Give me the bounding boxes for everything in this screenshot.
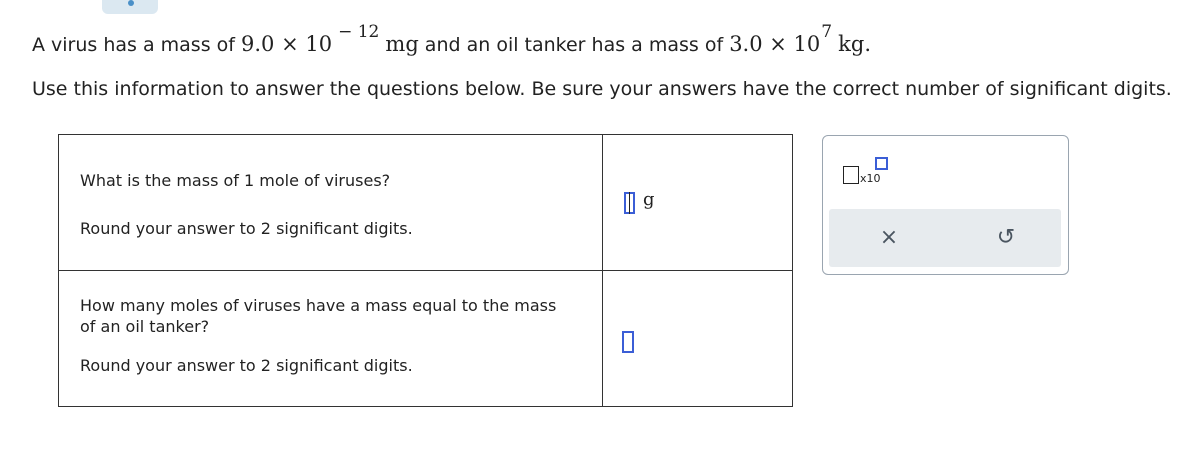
question-prompt-line1: How many moles of viruses have a mass equal to the mass — [80, 296, 557, 315]
mass-answer-input[interactable] — [624, 192, 635, 214]
answer-cell — [603, 271, 793, 407]
problem-statement — [32, 22, 871, 56]
statement-mid: and an oil tanker has a mass of — [418, 34, 730, 56]
scientific-notation-button[interactable] — [843, 154, 895, 188]
question-row — [59, 271, 793, 407]
tanker-mass-coefficient: 3.0 × 10 — [729, 32, 821, 56]
question-cell — [59, 135, 603, 271]
virus-mass-unit: mg — [385, 32, 419, 56]
answer-toolbox — [822, 135, 1069, 275]
question-cell — [59, 271, 603, 407]
statement-end: . — [864, 32, 871, 56]
questions-table — [58, 134, 793, 407]
question-prompt: What is the mass of 1 mole of viruses? — [80, 171, 391, 190]
rounding-instruction: Round your answer to 2 significant digits. — [80, 219, 413, 238]
virus-mass-coefficient: 9.0 × 10 — [241, 32, 333, 56]
question-row — [59, 135, 793, 271]
undo-icon[interactable]: ↺ — [996, 225, 1016, 250]
answer-cell — [603, 135, 793, 271]
toolbox-action-bar — [829, 209, 1061, 267]
question-prompt-line2: of an oil tanker? — [80, 317, 210, 336]
answer-unit: g — [643, 189, 655, 210]
instructions: Use this information to answer the questions below. Be sure your answers have the correct number of significant digits. — [32, 78, 1172, 100]
tanker-mass-exponent: 7 — [821, 22, 833, 42]
virus-mass-exponent: − 12 — [338, 22, 380, 42]
close-icon[interactable]: × — [879, 225, 899, 250]
exponent-box-icon — [875, 157, 888, 170]
collapse-tab[interactable] — [102, 0, 158, 14]
x10-label: x10 — [860, 172, 881, 185]
rounding-instruction: Round your answer to 2 significant digits. — [80, 356, 413, 375]
statement-lead: A virus has a mass of — [32, 34, 241, 56]
moles-answer-input[interactable] — [622, 331, 634, 353]
base-box-icon — [843, 166, 859, 184]
tanker-mass-unit: kg — [838, 32, 865, 56]
